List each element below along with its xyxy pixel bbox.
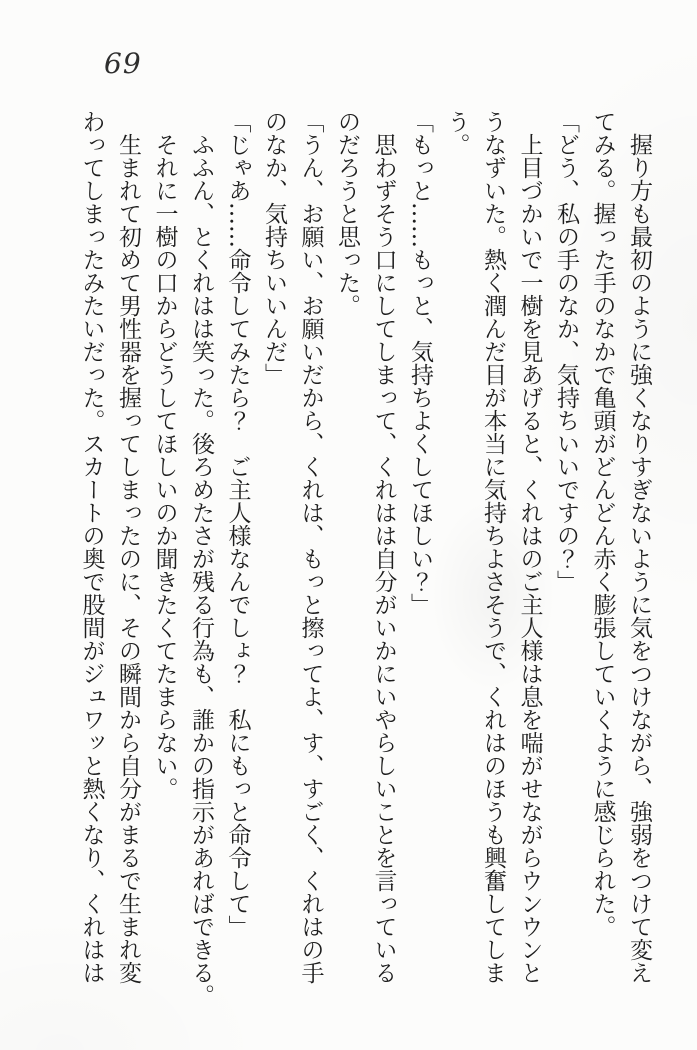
text-line: 「どう、私の手のなか、気持ちいいですの？」 xyxy=(553,110,579,593)
text-line: ふふん、とくれはは笑った。後ろめたさが残る行為も、誰かの指示があればできる。 xyxy=(188,133,214,1007)
text-line: のだろうと思った。 xyxy=(334,110,360,317)
text-line: てみる。握った手のなかで亀頭がどんどん赤く膨張していくように感じられた。 xyxy=(589,110,616,938)
vertical-text-block xyxy=(73,110,657,1030)
page-number: 69 xyxy=(104,47,142,80)
text-line: 上目づかいで一樹を見あげると、くれはのご主人様は息を喘がせながらウンウンと xyxy=(516,133,543,984)
text-line: それに一樹の口からどうしてほしいのか聞きたくてたまらない。 xyxy=(151,133,178,800)
text-line: のなか、気持ちいいんだ」 xyxy=(261,110,287,386)
text-line: 「じゃあ……命令してみたら？ ご主人様なんでしょ？ 私にもっと命令して」 xyxy=(224,110,251,938)
text-line: 「うん、お願い、お願いだから、くれは、もっと擦ってよ、す、すごく、くれはの手 xyxy=(297,110,324,984)
text-line: 思わずそう口にしてしまって、くれはは自分がいかにいやらしいことを言っている xyxy=(370,133,397,984)
text-line: う。 xyxy=(443,110,470,156)
text-line: 生まれて初めて男性器を握ってしまったのに、その瞬間から自分がまるで生まれ変 xyxy=(115,133,141,984)
text-line: わってしまったみたいだった。スカートの奥で股間がジュワッと熱くなり、くれはは xyxy=(78,110,105,984)
text-line: うなずいた。熱く潤んだ目が本当に気持ちよさそうで、くれはのほうも興奮してしま xyxy=(480,110,506,984)
text-line: 「もっと……もっと、気持ちよくしてほしい？」 xyxy=(407,110,433,616)
text-line: 握り方も最初のように強くなりすぎないように気をつけながら、強弱をつけて変え xyxy=(626,133,652,984)
